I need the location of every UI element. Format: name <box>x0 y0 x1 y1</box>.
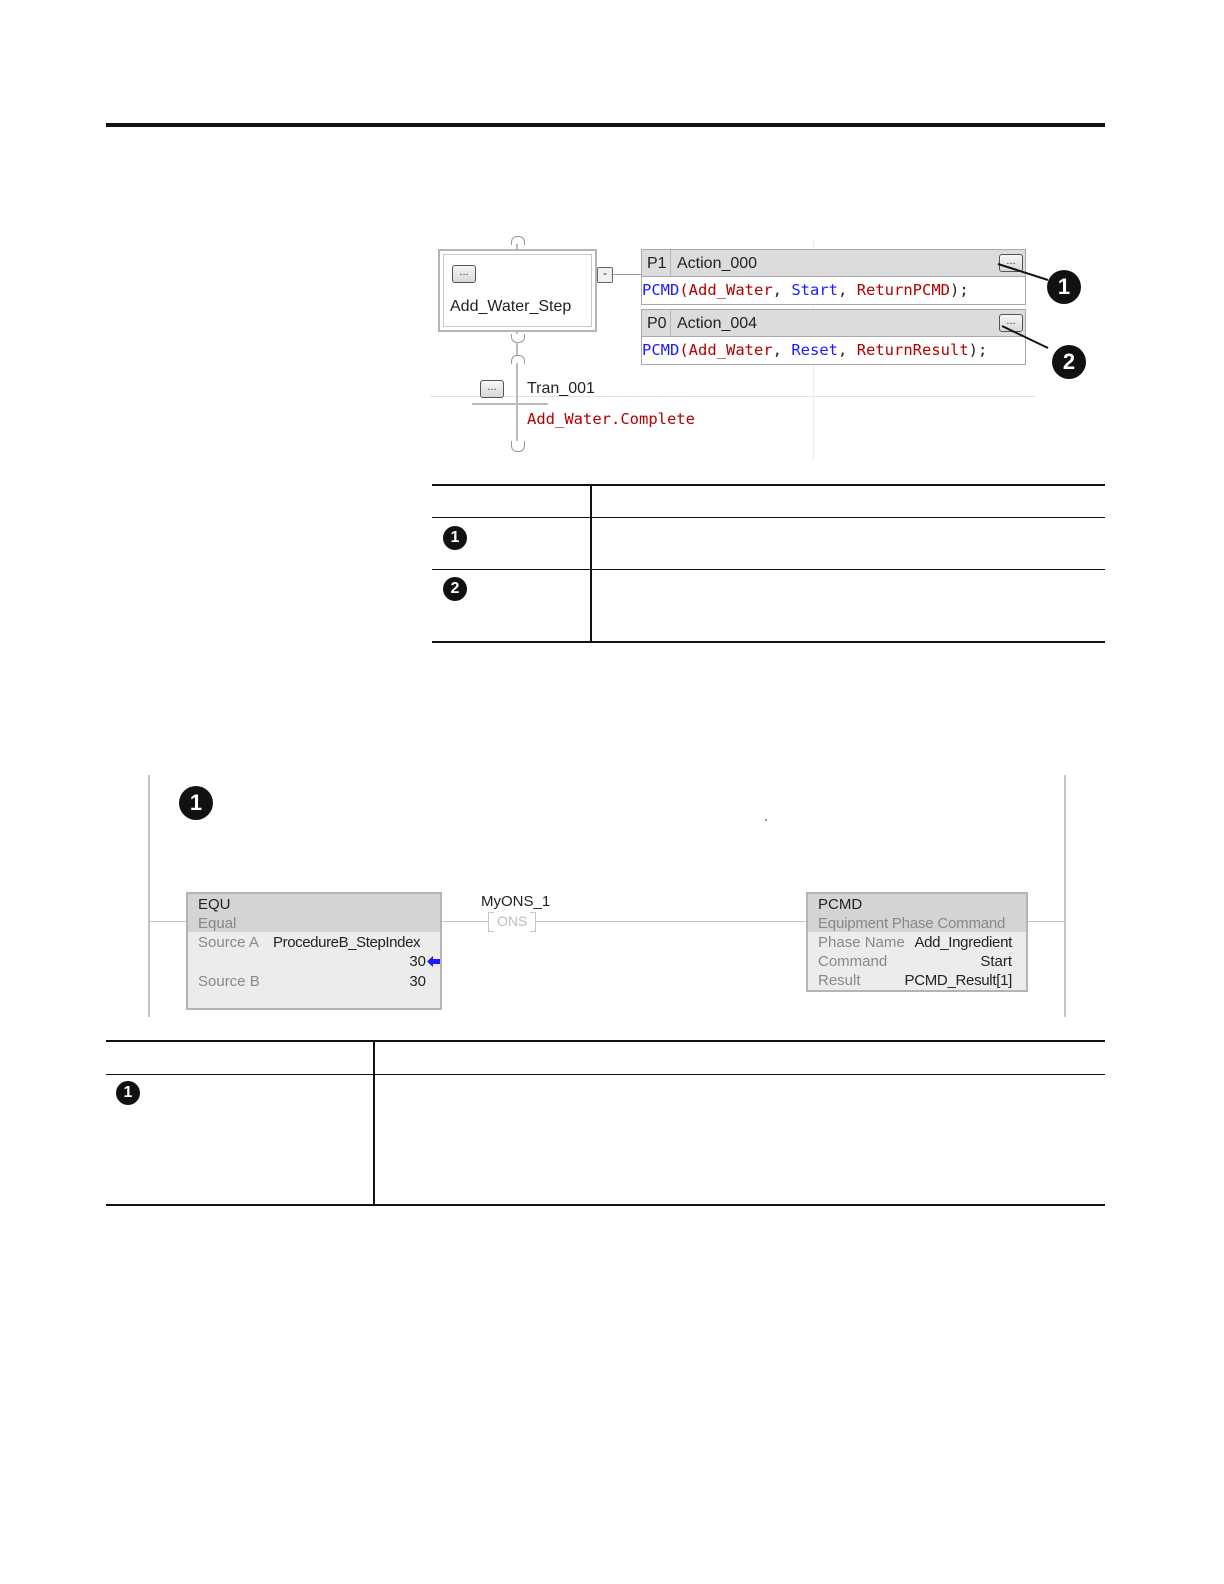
code-arg: Add_Water <box>688 341 773 359</box>
table-rule <box>106 1040 1105 1042</box>
table-column-divider <box>373 1040 375 1206</box>
table-row-callout: 1 <box>443 526 467 550</box>
table-rule <box>106 1074 1105 1075</box>
table-rule <box>432 569 1105 570</box>
equ-source-b-label: Source B <box>198 973 260 990</box>
code-separator: , <box>772 281 792 299</box>
right-power-rail <box>1064 775 1066 1017</box>
table-row-callout: 1 <box>116 1081 140 1105</box>
sfc-step[interactable] <box>438 249 597 332</box>
table-column-divider <box>590 484 592 643</box>
pcmd-title: PCMD <box>818 896 863 913</box>
code-function: PCMD <box>642 341 680 359</box>
equ-source-a-value[interactable]: ProcedureB_StepIndex <box>273 934 421 951</box>
ons-bracket-right <box>530 912 536 932</box>
sfc-wire <box>611 274 641 275</box>
code-function: PCMD <box>642 281 680 299</box>
equ-source-a-label: Source A <box>198 934 259 951</box>
callout-2: 2 <box>1052 345 1086 379</box>
left-power-rail <box>148 775 150 1017</box>
code-arg: Add_Water <box>688 281 773 299</box>
divider <box>670 250 671 276</box>
transition-condition[interactable]: Add_Water.Complete <box>527 410 695 428</box>
action-qualifier: P0 <box>647 315 667 332</box>
ons-bracket-left <box>488 912 494 932</box>
pcmd-subtitle: Equipment Phase Command <box>818 915 1006 932</box>
action-header-1[interactable] <box>641 249 1026 277</box>
equ-instruction[interactable] <box>186 892 442 1010</box>
code-arg: ReturnResult <box>856 341 969 359</box>
pcmd-command-value[interactable]: Start <box>980 953 1012 970</box>
action-header-2[interactable] <box>641 309 1026 337</box>
code-arg: Reset <box>791 341 839 359</box>
sfc-transition-bottom-pin[interactable] <box>511 441 525 452</box>
transition-name: Tran_001 <box>527 380 595 397</box>
table-row-callout: 2 <box>443 577 467 601</box>
step-name: Add_Water_Step <box>450 298 572 315</box>
step-properties-button[interactable]: ... <box>452 265 476 283</box>
arrow-left-icon <box>427 956 440 967</box>
equ-subtitle: Equal <box>198 915 237 932</box>
code-close: ); <box>950 281 969 299</box>
equ-title: EQU <box>198 896 231 913</box>
transition-properties-button[interactable]: ... <box>480 380 504 398</box>
code-arg: Start <box>791 281 839 299</box>
action-qualifier: P1 <box>647 255 667 272</box>
code-separator: , <box>772 341 792 359</box>
action-code-2[interactable] <box>641 337 1026 365</box>
sfc-wire <box>516 363 518 441</box>
pcmd-phase-value[interactable]: Add_Ingredient <box>914 934 1012 951</box>
sfc-grid-line <box>430 396 1036 397</box>
table-rule <box>432 517 1105 518</box>
transition-bar[interactable] <box>472 403 548 405</box>
code-close: ); <box>968 341 988 359</box>
code-separator: , <box>838 341 857 359</box>
action-1-properties-button[interactable]: ... <box>999 254 1023 272</box>
action-name: Action_004 <box>677 315 758 332</box>
header-rule <box>106 123 1105 127</box>
sfc-step-bottom-pin[interactable] <box>511 334 525 343</box>
sfc-wire <box>516 342 518 356</box>
table-rule <box>106 1204 1105 1206</box>
sfc-step-top-pin[interactable] <box>511 236 525 245</box>
code-separator: , <box>838 281 857 299</box>
table-rule <box>432 641 1105 643</box>
pcmd-instruction[interactable] <box>806 892 1028 992</box>
equ-source-b-value[interactable]: 30 <box>409 973 426 990</box>
callout-1: 1 <box>1047 270 1081 304</box>
action-code-1[interactable] <box>641 277 1026 305</box>
ladder-callout-1: 1 <box>179 786 213 820</box>
pcmd-result-value[interactable]: PCMD_Result[1] <box>904 972 1012 989</box>
stray-dot <box>765 819 767 821</box>
ons-label: ONS <box>497 913 528 929</box>
code-arg: ReturnPCMD <box>856 281 951 299</box>
ons-tag[interactable]: MyONS_1 <box>481 893 551 910</box>
action-name: Action_000 <box>677 255 758 272</box>
equ-source-a-live-value: 30 <box>409 953 426 970</box>
pcmd-command-label: Command <box>818 953 888 970</box>
code-paren: ( <box>679 281 689 299</box>
action-2-properties-button[interactable]: ... <box>999 314 1023 332</box>
divider <box>670 310 671 336</box>
pcmd-result-label: Result <box>818 972 861 989</box>
table-rule <box>432 484 1105 486</box>
sfc-transition-top-pin[interactable] <box>511 355 525 364</box>
ons-instruction[interactable] <box>488 912 536 932</box>
collapse-actions-button[interactable]: - <box>597 267 613 283</box>
code-paren: ( <box>679 341 689 359</box>
pcmd-phase-label: Phase Name <box>818 934 905 951</box>
